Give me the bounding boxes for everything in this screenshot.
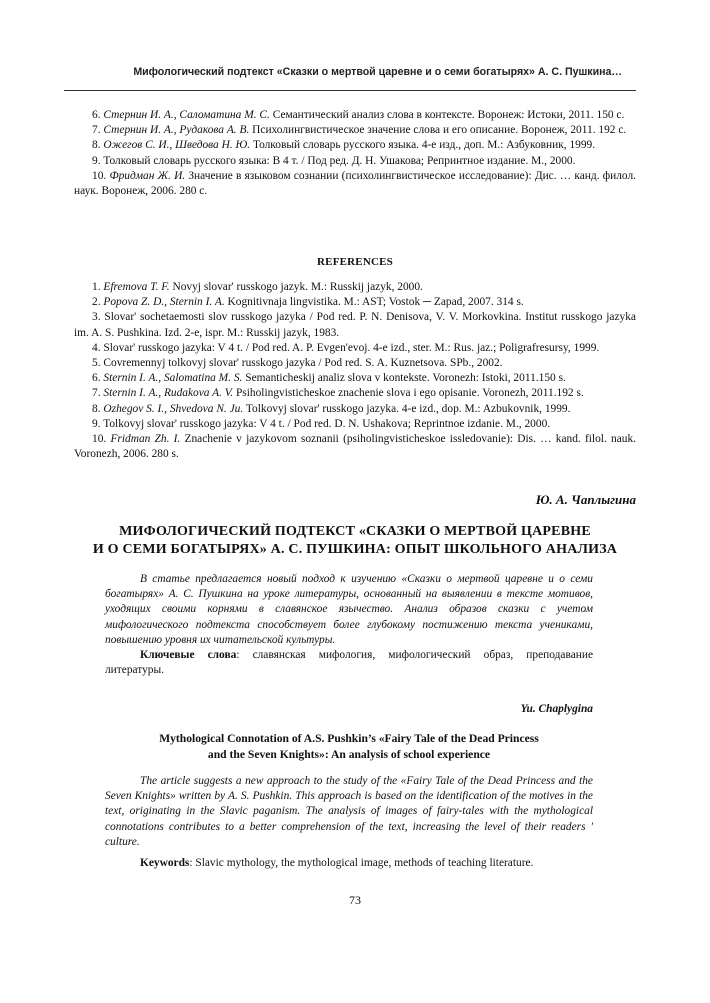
russian-reference-list bbox=[74, 108, 636, 199]
reference-item: 8. Ожегов С. И., Шведова Н. Ю. Толковый словарь русского языка. 4-е изд., доп. М.: Азбуковник, 1999. bbox=[92, 139, 596, 152]
title-line: and the Seven Knights»: An analysis of school experience bbox=[207, 747, 491, 761]
reference-item: 10. Фридман Ж. И. Значение в языковом сознании (психолингвистическое исследование): Дис. … канд. филол. наук. Воронеж, 2006. 280 с. bbox=[74, 169, 636, 198]
keywords-paragraph bbox=[105, 856, 593, 871]
keywords-paragraph bbox=[105, 648, 593, 678]
reference-author: Sternin I. A., Salomatina M. S. bbox=[103, 372, 243, 385]
english-reference-list bbox=[74, 280, 636, 462]
reference-item: 6. Sternin I. A., Salomatina M. S. Semanticheskij analiz slova v kontekste. Voronezh: Istoki, 2011.150 s. bbox=[92, 372, 566, 385]
reference-author: Фридман Ж. И. bbox=[109, 169, 186, 182]
reference-author: Ожегов С. И., Шведова Н. Ю. bbox=[103, 139, 251, 152]
reference-author: Ozhegov S. I., Shvedova N. Ju. bbox=[103, 402, 244, 415]
reference-item: 10. Fridman Zh. I. Znachenie v jazykovom soznanii (psiholingvisticheskoe issledovanie): Dis. … kand. filol. nauk. Voronezh, 2006. 280 s. bbox=[74, 433, 636, 461]
reference-author: Стернин И. А., Рудакова А. В. bbox=[103, 124, 250, 137]
title-line: Mythological Connotation of A.S. Pushkin’s «Fairy Tale of the Dead Princess bbox=[159, 732, 539, 745]
keywords-ru bbox=[105, 648, 593, 678]
page-number: 73 bbox=[349, 893, 361, 907]
reference-item: 6. Стернин И. А., Саломатина М. С. Семантический анализ слова в контексте. Воронеж: Истоки, 2011. 150 с. bbox=[92, 109, 625, 121]
reference-author: Fridman Zh. I. bbox=[110, 433, 181, 446]
reference-item: 7. Sternin I. A., Rudakova A. V. Psiholingvisticheskoe znachenie slova i ego opisanie. Voronezh, 2011.192 s. bbox=[92, 387, 584, 400]
keywords-label: Ключевые слова bbox=[140, 649, 237, 661]
article-title-ru bbox=[74, 523, 636, 559]
reference-item: 9. Толковый словарь русского языка: В 4 т. / Под ред. Д. Н. Ушакова; Репринтное издание. М., 2000. bbox=[92, 154, 576, 167]
references-heading: REFERENCES bbox=[317, 256, 393, 268]
reference-item: 3. Slovar' sochetaemosti slov russkogo jazyka / Pod red. P. N. Denisova, V. V. Morkovkina. Institut russkogo jazyka im. A. S. Pushkina. Izd. 2-e, ispr. M.: Russkij jazyk, 1983. bbox=[74, 311, 636, 339]
title-line: МИФОЛОГИЧЕСКИЙ ПОДТЕКСТ «СКАЗКИ О МЕРТВОЙ ЦАРЕВНЕ bbox=[119, 524, 591, 539]
keywords-text: : Slavic mythology, the mythological image, methods of teaching literature. bbox=[189, 857, 534, 869]
abstract-text: В статье предлагается новый подход к изучению «Сказки о мертвой царевне и о семи богатырях» А. С. Пушкина на уроке литературы, основанный на выявлении в тексте мотивов, уходящих своими корнями в славянское язычество. Анализ образов сказки с учетом мифологического подтекста способствует более глубокому постижению текста учениками, повышению уровня их читательской культуры. bbox=[105, 573, 593, 646]
abstract-en bbox=[105, 774, 593, 850]
reference-author: Efremova T. F. bbox=[103, 281, 170, 293]
reference-item: 2. Popova Z. D., Sternin I. A. Kognitivnaja lingvistika. M.: AST; Vostok ─ Zapad, 2007. 314 s. bbox=[92, 296, 524, 309]
reference-item: 9. Tolkovyj slovar' russkogo jazyka: V 4 t. / Pod red. D. N. Ushakova; Reprintnoe izdanie. M., 2000. bbox=[92, 417, 551, 430]
title-line: И О СЕМИ БОГАТЫРЯХ» А. С. ПУШКИНА: ОПЫТ ШКОЛЬНОГО АНАЛИЗА bbox=[92, 542, 618, 557]
reference-item: 7. Стернин И. А., Рудакова А. В. Психолингвистическое значение слова и его описание. Воронеж, 2011. 192 с. bbox=[92, 124, 627, 137]
reference-item: 8. Ozhegov S. I., Shvedova N. Ju. Tolkovyj slovar' russkogo jazyka. 4-e izd., dop. M.: Azbukovnik, 1999. bbox=[92, 402, 571, 415]
running-header: Мифологический подтекст «Сказки о мертвой царевне и о семи богатырях» А. С. Пушкина… bbox=[133, 66, 622, 78]
reference-author: Стернин И. А., Саломатина М. С. bbox=[103, 109, 270, 121]
reference-author: Popova Z. D., Sternin I. A. bbox=[103, 296, 225, 309]
reference-item: 4. Slovar' russkogo jazyka: V 4 t. / Pod red. A. P. Evgen'evoj. 4-e izd., ster. M.: Rus. jaz.; Poligrafresursy, 1999. bbox=[92, 341, 600, 354]
abstract-text: The article suggests a new approach to the study of the «Fairy Tale of the Dead Princess and the Seven Knights» written by A. S. Pushkin. This approach is based on the identification of the motives in the text, originating in the Slavic paganism. The analysis of images of fairy-tales with the mythological connotations contributes to a better comprehension of the text, increasing the level of their readers ' culture. bbox=[105, 775, 593, 848]
keywords-text: : славянская мифология, мифологический образ, преподавание литературы. bbox=[105, 649, 593, 677]
header-rule bbox=[64, 90, 636, 91]
reference-author: Sternin I. A., Rudakova A. V. bbox=[103, 387, 234, 400]
reference-item: 5. Covremennyj tolkovyj slovar' russkogo jazyka / Pod red. S. A. Kuznetsova. SPb., 2002. bbox=[92, 357, 503, 370]
abstract-ru bbox=[105, 572, 593, 648]
article-title-en bbox=[105, 731, 593, 762]
keywords-label: Keywords bbox=[140, 857, 190, 869]
author-name-en: Yu. Chaplygina bbox=[520, 703, 593, 715]
keywords-en bbox=[105, 856, 593, 871]
author-name-ru: Ю. А. Чаплыгина bbox=[535, 492, 636, 507]
reference-item: 1. Efremova T. F. Novyj slovar' russkogo jazyk. M.: Russkij jazyk, 2000. bbox=[92, 281, 423, 293]
